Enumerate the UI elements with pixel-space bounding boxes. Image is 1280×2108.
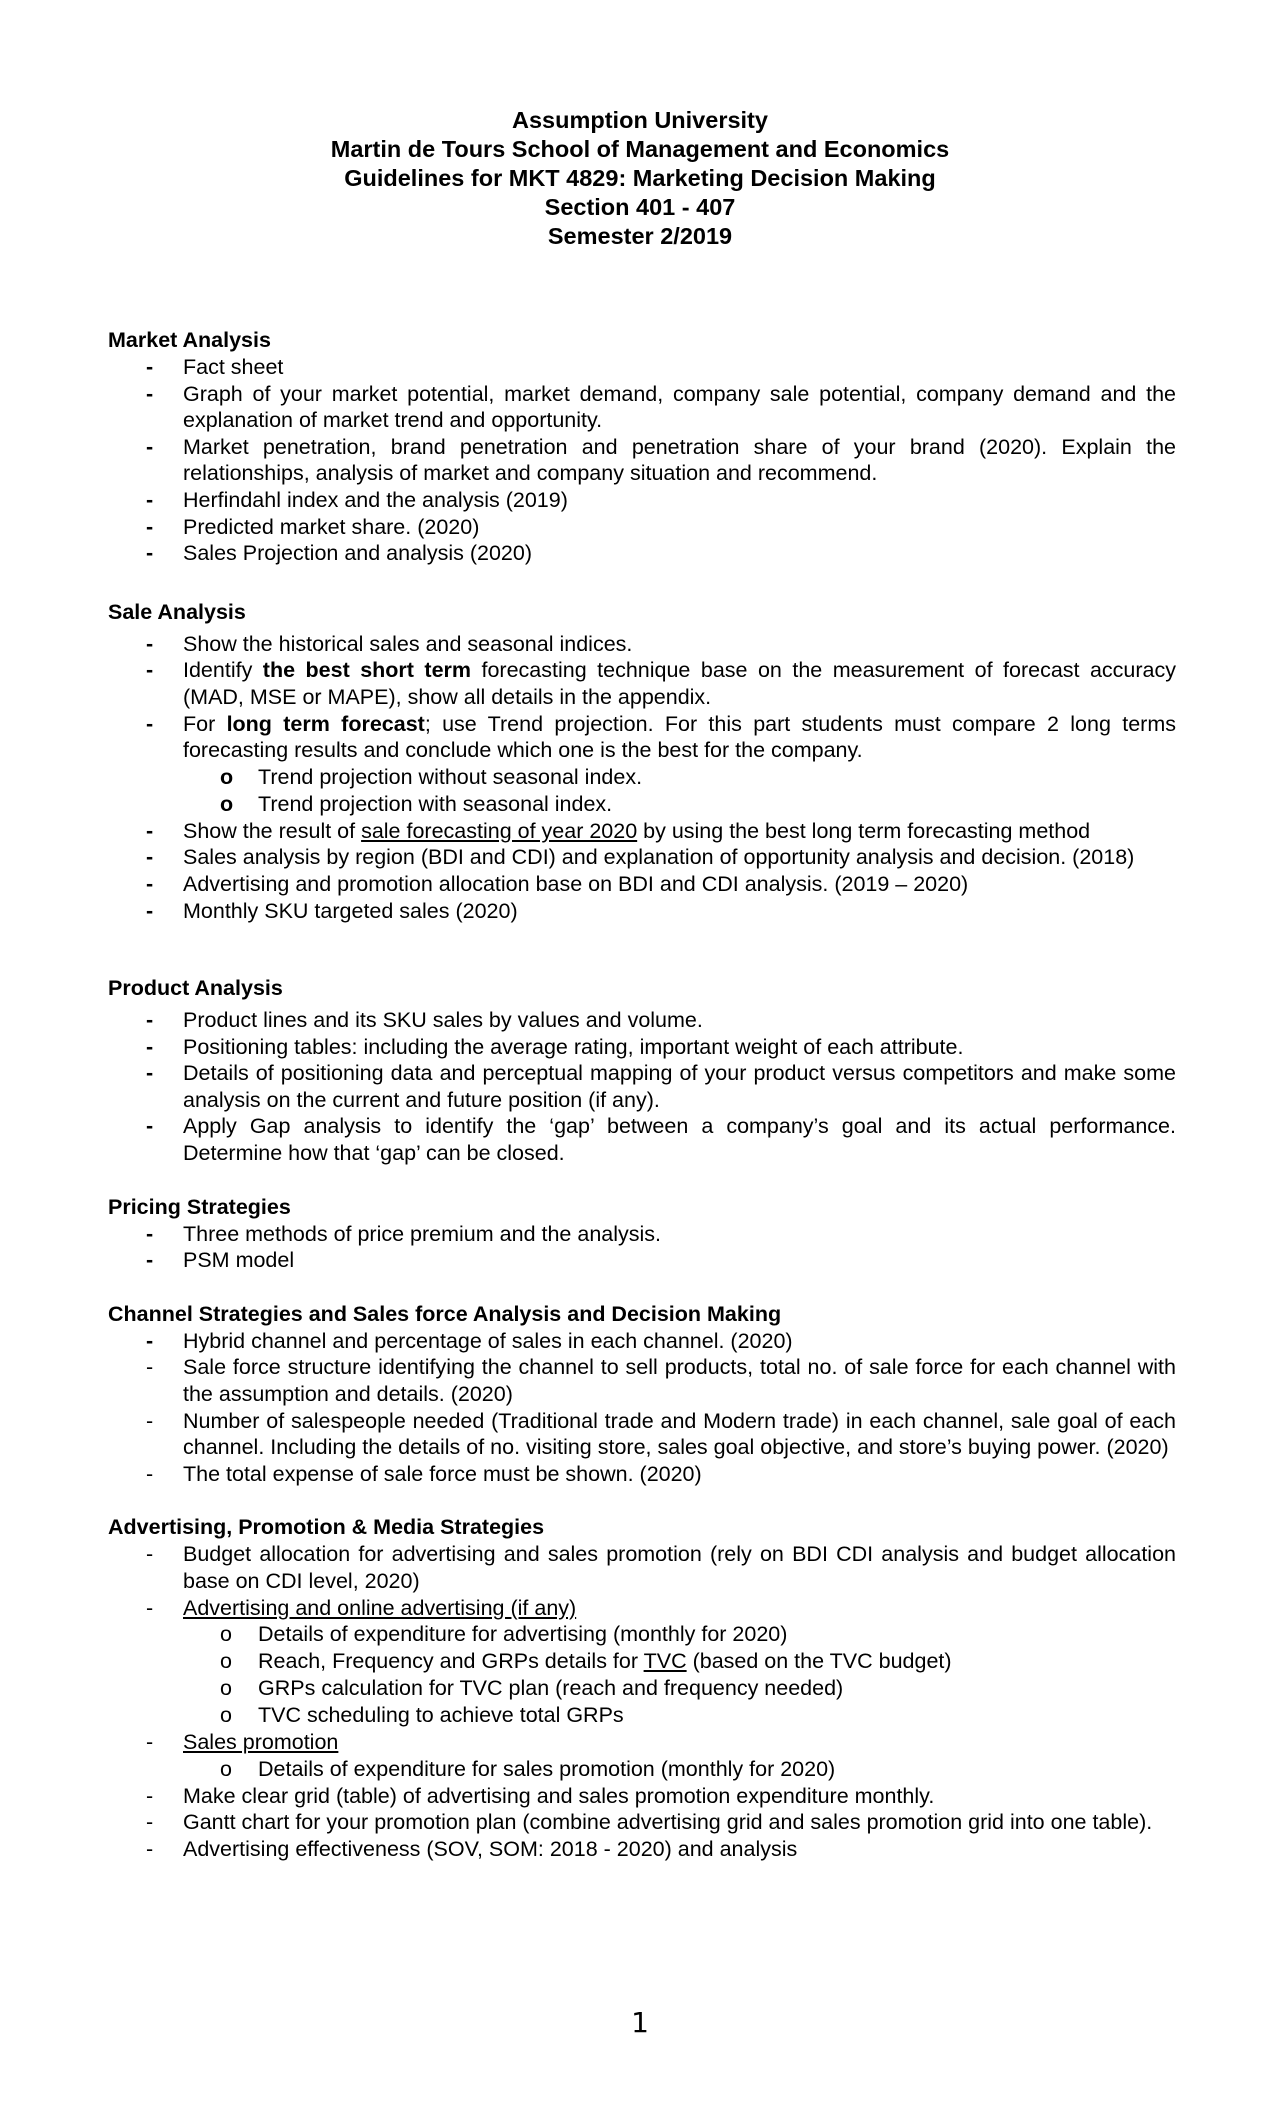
list-item: - Sales analysis by region (BDI and CDI) and explanation of opportunity analysis and decision. (2018) [146,845,1135,870]
sub-list-item: o Reach, Frequency and GRPs details for TVC (based on the TVC budget) [220,1649,952,1674]
sub-list-item: o Trend projection with seasonal index. [220,791,613,816]
dash-bullet: - [146,1461,154,1486]
dash-bullet: - [146,1783,154,1808]
list-item: - Advertising effectiveness (SOV, SOM: 2018 - 2020) and analysis [146,1836,798,1861]
list-item: - Apply Gap analysis to identify the ‘gap’ between a company’s goal and its actual performance. Determine how that ‘gap’ can be closed. [146,1114,1176,1166]
page-number: 1 [631,2006,649,2039]
school-name: Martin de Tours School of Management and Economics [330,136,950,162]
sub-list-item: o Details of expenditure for sales promotion (monthly for 2020) [220,1756,836,1781]
sub-list-item: o Trend projection without seasonal index. [220,764,643,789]
course-guidelines-title: Guidelines for MKT 4829: Marketing Decision Making [344,165,936,191]
list-item: - Details of positioning data and perceptual mapping of your product versus competitors and make some analysis on the current and future position (if any). [146,1061,1176,1112]
market-analysis-heading: Market Analysis [108,328,271,352]
dash-bullet: - [146,1730,154,1755]
dash-bullet: - [146,487,154,512]
channel-strategies-list [108,1328,1176,1488]
circle-bullet: o [220,1649,232,1674]
dash-bullet: - [146,1221,154,1246]
list-item: - Number of salespeople needed (Traditional trade and Modern trade) in each channel, sale goal of each channel. Including the details of no. visiting store, sales goal objective, and store’s buying power. (2020) [146,1408,1176,1460]
list-item: - PSM model [146,1248,295,1273]
dash-bullet: - [146,355,154,379]
dash-bullet: - [146,434,154,459]
dash-bullet: - [146,818,154,843]
list-item: - Three methods of price premium and the analysis. [146,1221,662,1246]
list-item: - Predicted market share. (2020) [146,514,480,539]
list-item: - Identify the best short term forecasting technique base on the measurement of forecast accuracy (MAD, MSE or MAPE), show all details in the appendix. [146,658,1177,709]
dash-bullet: - [146,1542,154,1567]
list-item: - Monthly SKU targeted sales (2020) [146,898,518,923]
dash-bullet: - [146,845,154,870]
dash-bullet: - [146,898,154,923]
product-analysis-list [108,1007,1176,1167]
list-item: - Make clear grid (table) of advertising and sales promotion expenditure monthly. [146,1783,935,1808]
list-item: - Graph of your market potential, market demand, company sale potential, company demand and the explanation of market trend and opportunity. [146,381,1176,433]
dash-bullet: - [146,1408,154,1433]
circle-bullet: o [220,1622,232,1647]
list-item: - Hybrid channel and percentage of sales in each channel. (2020) [146,1328,793,1353]
dash-bullet: - [146,631,154,656]
dash-bullet: - [146,381,154,406]
circle-bullet: o [220,1756,232,1781]
dash-bullet: - [146,711,154,736]
sub-list-item: o TVC scheduling to achieve total GRPs [220,1703,624,1728]
pricing-strategies-heading: Pricing Strategies [108,1194,291,1219]
dash-bullet: - [146,1836,154,1861]
dash-bullet: - [146,1008,154,1033]
list-item: - Show the result of sale forecasting of year 2020 by using the best long term forecasting method [146,818,1091,843]
circle-bullet: o [220,791,234,816]
dash-bullet: - [146,514,154,539]
dash-bullet: - [146,1061,154,1086]
list-item: - The total expense of sale force must be shown. (2020) [146,1461,702,1486]
market-analysis-list [108,354,1176,567]
list-item: - Product lines and its SKU sales by values and volume. [146,1008,703,1033]
product-analysis-heading: Product Analysis [108,976,283,1001]
pricing-strategies-list [108,1221,1176,1274]
document-header [0,106,1280,251]
dash-bullet: - [146,1355,154,1380]
list-item: - Advertising and promotion allocation base on BDI and CDI analysis. (2019 – 2020) [146,871,969,896]
list-item: - Fact sheet [146,355,284,379]
list-item: - Gantt chart for your promotion plan (combine advertising grid and sales promotion grid into one table). [146,1810,1153,1835]
dash-bullet: - [146,1810,154,1835]
advertising-strategies-heading: Advertising, Promotion & Media Strategies [108,1515,545,1540]
dash-bullet: - [146,871,154,896]
university-name: Assumption University [512,107,768,133]
sale-analysis-heading: Sale Analysis [108,599,246,624]
section-label: Section 401 - 407 [544,194,736,220]
sub-list-item: o GRPs calculation for TVC plan (reach and frequency needed) [220,1676,844,1701]
advertising-strategies-list [108,1541,1176,1862]
list-item: - Sale force structure identifying the channel to sell products, total no. of sale force for each channel with the assumption and details. (2020) [146,1355,1176,1407]
dash-bullet: - [146,541,154,566]
circle-bullet: o [220,1703,232,1728]
list-item: - Budget allocation for advertising and sales promotion (rely on BDI CDI analysis and budget allocation base on CDI level, 2020) [146,1542,1176,1593]
dash-bullet: - [146,1595,154,1620]
circle-bullet: o [220,764,234,789]
list-item: - Positioning tables: including the average rating, important weight of each attribute. [146,1034,964,1059]
list-item: - For long term forecast; use Trend projection. For this part students must compare 2 long terms forecasting results and conclude which one is the best for the company. o Trend projection without seasonal index. o Trend projection with seasonal index. [108,711,1176,818]
sales-promotion-sublist [183,1756,1176,1783]
list-item: - Advertising and online advertising (if any) o Details of expenditure for advertising (monthly for 2020) o Reach, Frequency and GRPs details for TVC (based on the TVC budget) o GRPs calculation for TVC plan (reach and frequency needed) o TVC scheduling to achieve total GRPs [108,1595,1176,1730]
list-item: - Sales Projection and analysis (2020) [146,541,532,566]
dash-bullet: - [146,1328,154,1353]
list-item: - Market penetration, brand penetration and penetration share of your brand (2020). Explain the relationships, analysis of market and company situation and recommend. [146,434,1176,486]
circle-bullet: o [220,1676,232,1701]
trend-projection-sublist [183,764,1176,818]
list-item: - Show the historical sales and seasonal indices. [146,631,633,656]
dash-bullet: - [146,1248,154,1273]
dash-bullet: - [146,658,154,683]
semester-label: Semester 2/2019 [547,223,733,249]
channel-strategies-heading: Channel Strategies and Sales force Analysis and Decision Making [108,1301,782,1326]
dash-bullet: - [146,1114,154,1139]
advertising-sublist [183,1621,1176,1729]
sub-list-item: o Details of expenditure for advertising (monthly for 2020) [220,1622,788,1647]
dash-bullet: - [146,1034,154,1059]
list-item: - Sales promotion o Details of expenditure for sales promotion (monthly for 2020) [108,1729,1176,1783]
list-item: - Herfindahl index and the analysis (2019) [146,487,568,512]
document-body [108,327,1176,1863]
sale-analysis-list [108,631,1176,924]
